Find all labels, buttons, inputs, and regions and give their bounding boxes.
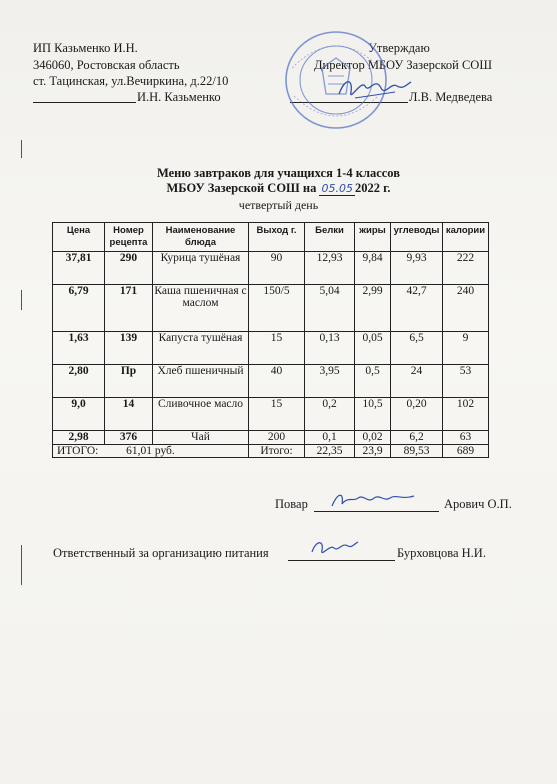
column-header: Номер рецепта <box>105 223 153 252</box>
director-position: Директор МБОУ Зазерской СОШ <box>314 58 492 72</box>
fold-mark <box>21 290 22 310</box>
yield-cell: 90 <box>249 252 305 285</box>
date-handwritten: 05.05 <box>321 182 353 195</box>
column-header: Цена <box>53 223 105 252</box>
total-sum-cell <box>53 445 249 458</box>
price-cell: 2,98 <box>53 431 105 445</box>
table-row <box>53 332 489 365</box>
table-row <box>53 365 489 398</box>
responsible-label: Ответственный за организацию питания <box>53 546 269 560</box>
carbs-cell: 6,2 <box>391 431 443 445</box>
recipe-cell: 290 <box>105 252 153 285</box>
dish-cell: Чай <box>153 431 249 445</box>
yield-cell: 40 <box>249 365 305 398</box>
dish-cell: Каша пшеничная с маслом <box>153 285 249 332</box>
protein-cell: 3,95 <box>305 365 355 398</box>
kcal-cell: 222 <box>443 252 489 285</box>
price-cell: 1,63 <box>53 332 105 365</box>
protein-cell: 0,1 <box>305 431 355 445</box>
table-row <box>53 252 489 285</box>
fat-cell: 0,02 <box>355 431 391 445</box>
recipe-cell: 14 <box>105 398 153 431</box>
protein-cell: 5,04 <box>305 285 355 332</box>
fold-mark <box>21 140 22 158</box>
protein-cell: 0,2 <box>305 398 355 431</box>
column-header: калории <box>443 223 489 252</box>
menu-subtitle <box>0 181 557 196</box>
total-label2: Итого: <box>249 445 305 458</box>
protein-cell: 12,93 <box>305 252 355 285</box>
dish-cell: Курица тушёная <box>153 252 249 285</box>
table-row <box>53 398 489 431</box>
fat-cell: 2,99 <box>355 285 391 332</box>
carbs-cell: 0,20 <box>391 398 443 431</box>
supplier-signer: И.Н. Казьменко <box>137 90 221 104</box>
cook-name: Арович О.П. <box>444 497 512 511</box>
fat-cell: 9,84 <box>355 252 391 285</box>
price-cell: 2,80 <box>53 365 105 398</box>
protein-cell: 0,13 <box>305 332 355 365</box>
price-cell: 6,79 <box>53 285 105 332</box>
total-carbs: 89,53 <box>391 445 443 458</box>
yield-cell: 200 <box>249 431 305 445</box>
price-cell: 37,81 <box>53 252 105 285</box>
recipe-cell: 376 <box>105 431 153 445</box>
yield-cell: 15 <box>249 398 305 431</box>
table-row <box>53 285 489 332</box>
total-protein: 22,35 <box>305 445 355 458</box>
total-kcal: 689 <box>443 445 489 458</box>
total-sum: 61,01 руб. <box>126 445 175 457</box>
column-header: углеводы <box>391 223 443 252</box>
dish-cell: Капуста тушёная <box>153 332 249 365</box>
carbs-cell: 42,7 <box>391 285 443 332</box>
carbs-cell: 24 <box>391 365 443 398</box>
cook-label: Повар <box>275 497 308 511</box>
kcal-cell: 53 <box>443 365 489 398</box>
carbs-cell: 6,5 <box>391 332 443 365</box>
kcal-cell: 63 <box>443 431 489 445</box>
supplier-address: ст. Тацинская, ул.Вечиркина, д.22/10 <box>33 74 229 88</box>
yield-cell: 15 <box>249 332 305 365</box>
director-signature <box>335 72 415 106</box>
price-cell: 9,0 <box>53 398 105 431</box>
supplier-name: ИП Казьменко И.Н. <box>33 41 138 55</box>
year-suffix: 2022 г. <box>354 181 391 195</box>
school-prefix: МБОУ Зазерской СОШ на <box>166 181 317 195</box>
fold-mark <box>21 545 22 585</box>
carbs-cell: 9,93 <box>391 252 443 285</box>
fat-cell: 10,5 <box>355 398 391 431</box>
menu-title: Меню завтраков для учащихся 1-4 классов <box>156 166 400 180</box>
kcal-cell: 240 <box>443 285 489 332</box>
column-header: Белки <box>305 223 355 252</box>
fat-cell: 0,5 <box>355 365 391 398</box>
table-header-row <box>53 223 489 252</box>
menu-day: четвертый день <box>238 198 319 212</box>
total-fat: 23,9 <box>355 445 391 458</box>
total-label: ИТОГО: <box>57 445 99 457</box>
recipe-cell: 139 <box>105 332 153 365</box>
dish-cell: Хлеб пшеничный <box>153 365 249 398</box>
director-signer: Л.В. Медведева <box>409 90 493 104</box>
fat-cell: 0,05 <box>355 332 391 365</box>
supplier-signature-line <box>33 102 136 103</box>
dish-cell: Сливочное масло <box>153 398 249 431</box>
recipe-cell: Пр <box>105 365 153 398</box>
supplier-region: 346060, Ростовская область <box>33 58 180 72</box>
column-header: Выход г. <box>249 223 305 252</box>
kcal-cell: 9 <box>443 332 489 365</box>
table-row <box>53 431 489 445</box>
responsible-signature <box>308 536 360 562</box>
total-row <box>53 445 489 458</box>
recipe-cell: 171 <box>105 285 153 332</box>
menu-table <box>52 222 489 458</box>
approve-label: Утверждаю <box>368 41 430 55</box>
kcal-cell: 102 <box>443 398 489 431</box>
yield-cell: 150/5 <box>249 285 305 332</box>
column-header: жиры <box>355 223 391 252</box>
responsible-name: Бурховцова Н.И. <box>397 546 486 560</box>
cook-signature <box>328 488 420 514</box>
column-header: Наименование блюда <box>153 223 249 252</box>
